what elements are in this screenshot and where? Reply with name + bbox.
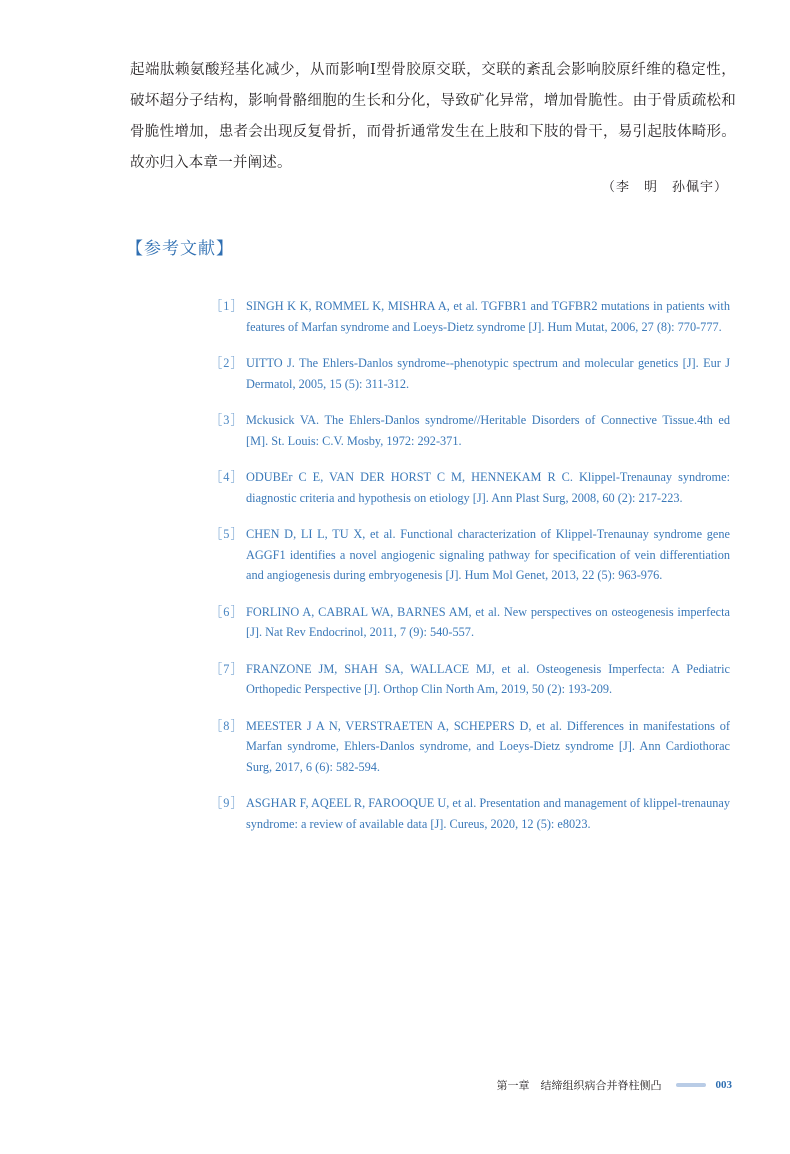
reference-number: ［1］ bbox=[210, 299, 244, 313]
reference-text: ASGHAR F, AQEEL R, FAROOQUE U, et al. Presentation and management of klippel-trenaunay syndrome: a review of available data [J]. Cureus, 2020, 12 (5): e8023. bbox=[246, 796, 730, 831]
references-heading bbox=[126, 234, 234, 259]
reference-number: ［9］ bbox=[210, 796, 244, 810]
body-paragraph: 起端肽赖氨酸羟基化减少，从而影响Ⅰ型骨胶原交联，交联的紊乱会影响胶原纤维的稳定性，破坏超分子结构，影响骨骼细胞的生长和分化，导致矿化异常，增加骨脆性。由于骨质疏松和骨脆性增加，患者会出现反复骨折，而骨折通常发生在上肢和下肢的骨干，易引起肢体畸形。故亦归入本章一并阐述。 bbox=[130, 62, 736, 171]
reference-item bbox=[210, 793, 730, 834]
reference-text: MEESTER J A N, VERSTRAETEN A, SCHEPERS D, et al. Differences in manifestations of Marfan syndrome, Ehlers-Danlos syndrome, and Loeys-Dietz syndrome [J]. Ann Cardiothorac Surg, 2017, 6 (6): 582-594. bbox=[246, 718, 730, 774]
references-heading-title: 参考文献 bbox=[144, 239, 216, 259]
reference-text: UITTO J. The Ehlers-Danlos syndrome--phenotypic spectrum and molecular genetics [J]. Eur J Dermatol, 2005, 15 (5): 311-312. bbox=[246, 356, 730, 391]
reference-list bbox=[210, 296, 730, 834]
reference-number: ［7］ bbox=[210, 661, 244, 676]
reference-text: FRANZONE JM, SHAH SA, WALLACE MJ, et al. Osteogenesis Imperfecta: A Pediatric Orthopedic Perspective [J]. Orthop Clin North Am, 2019, 50 (2): 193-209. bbox=[246, 661, 730, 696]
reference-number: ［3］ bbox=[210, 413, 244, 427]
reference-item bbox=[210, 296, 730, 337]
reference-item bbox=[210, 467, 730, 508]
reference-text: ODUBEr C E, VAN DER HORST C M, HENNEKAM R C. Klippel-Trenaunay syndrome: diagnostic criteria and hypothesis on etiology [J]. Ann Plast Surg, 2008, 60 (2): 217-223. bbox=[246, 470, 730, 505]
heading-open-bracket: 【 bbox=[126, 239, 144, 259]
reference-text: Mckusick VA. The Ehlers-Danlos syndrome//Heritable Disorders of Connective Tissue.4th ed [M]. St. Louis: C.V. Mosby, 1972: 292-371. bbox=[246, 413, 730, 448]
reference-item bbox=[210, 524, 730, 586]
reference-item bbox=[210, 659, 730, 700]
chapter-title: 第一章 结缔组织病合并脊柱侧凸 bbox=[496, 1079, 662, 1092]
reference-item bbox=[210, 410, 730, 451]
page-footer bbox=[497, 1077, 733, 1093]
author-credit: （李 明 孙佩宇） bbox=[601, 180, 728, 195]
reference-number: ［8］ bbox=[210, 718, 244, 733]
reference-item bbox=[210, 353, 730, 394]
reference-text: FORLINO A, CABRAL WA, BARNES AM, et al. New perspectives on osteogenesis imperfecta [J]. Nat Rev Endocrinol, 2011, 7 (9): 540-557. bbox=[246, 604, 730, 639]
reference-item bbox=[210, 602, 730, 643]
heading-close-bracket: 】 bbox=[216, 239, 234, 259]
reference-item bbox=[210, 716, 730, 778]
reference-number: ［2］ bbox=[210, 356, 244, 370]
reference-number: ［5］ bbox=[210, 527, 244, 541]
reference-number: ［6］ bbox=[210, 604, 244, 619]
reference-text: CHEN D, LI L, TU X, et al. Functional characterization of Klippel-Trenaunay syndrome gene AGGF1 identifies a novel angiogenic signaling pathway for specification of vein differentiation and angiogenesis during embryogenesis [J]. Hum Mol Genet, 2013, 22 (5): 963-976. bbox=[246, 527, 730, 582]
reference-text: SINGH K K, ROMMEL K, MISHRA A, et al. TGFBR1 and TGFBR2 mutations in patients with features of Marfan syndrome and Loeys-Dietz syndrome [J]. Hum Mutat, 2006, 27 (8): 770-777. bbox=[246, 299, 730, 334]
reference-number: ［4］ bbox=[210, 470, 244, 484]
footer-divider-bar bbox=[676, 1083, 706, 1087]
page-number: 003 bbox=[715, 1079, 732, 1091]
